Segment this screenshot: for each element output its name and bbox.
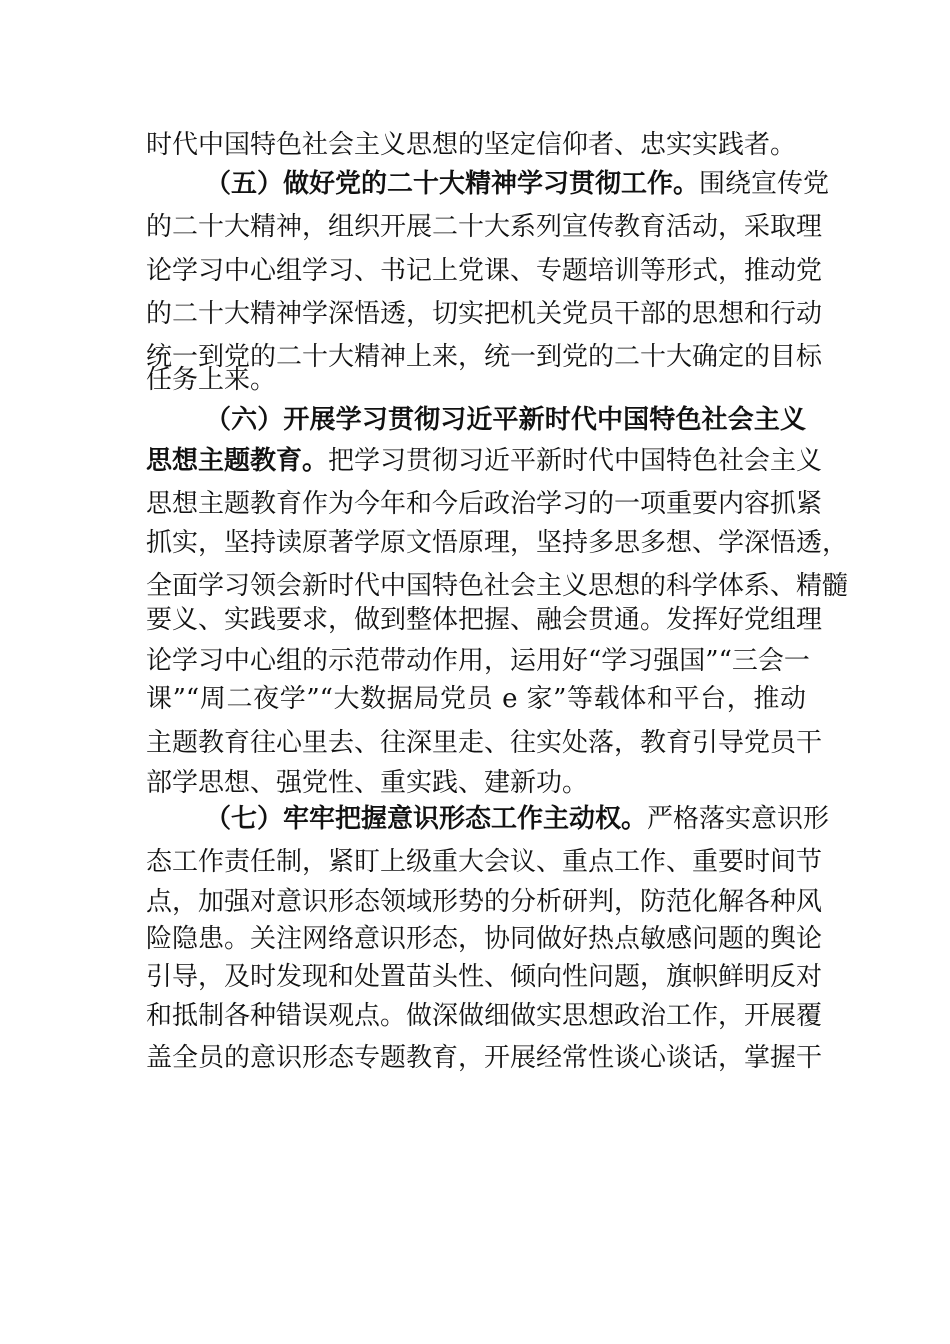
text-line: 论学习中心组学习、书记上党课、专题培训等形式，推动党 — [146, 256, 823, 286]
text-line: 主题教育往心里去、往深里走、往实处落，教育引导党员干 — [146, 728, 823, 758]
text-line: 要义、实践要求，做到整体把握、融会贯通。发挥好党组理 — [146, 605, 823, 635]
text-line: 和抵制各种错误观点。做深做细做实思想政治工作，开展覆 — [146, 1001, 823, 1031]
section-heading-line: （五）做好党的二十大精神学习贯彻工作。围绕宣传党 — [205, 169, 830, 199]
section-heading-line: （七）牢牢把握意识形态工作主动权。严格落实意识形 — [205, 804, 830, 834]
text-line: 的二十大精神，组织开展二十大系列宣传教育活动，采取理 — [146, 212, 823, 242]
text-line: 险隐患。关注网络意识形态，协同做好热点敏感问题的舆论 — [146, 924, 823, 954]
text-line: 的二十大精神学深悟透，切实把机关党员干部的思想和行动 — [146, 299, 823, 329]
text-line: 态工作责任制，紧盯上级重大会议、重点工作、重要时间节 — [146, 847, 823, 877]
section-heading-line — [205, 402, 806, 438]
text-line: 论学习中心组的示范带动作用，运用好“学习强国”“三会一 — [146, 646, 810, 676]
section-heading: （七）牢牢把握意识形态工作主动权。 — [205, 804, 648, 834]
section-heading: （五）做好党的二十大精神学习贯彻工作。 — [205, 169, 700, 199]
text-line: 部学思想、强党性、重实践、建新功。 — [146, 768, 589, 798]
section-heading: 思想主题教育。 — [146, 446, 329, 476]
text-line: 引导，及时发现和处置苗头性、倾向性问题，旗帜鲜明反对 — [146, 962, 823, 992]
text-line: 盖全员的意识形态专题教育，开展经常性谈心谈话，掌握干 — [146, 1043, 823, 1073]
text-line: 统一到党的二十大精神上来，统一到党的二十大确定的目标 — [146, 342, 823, 372]
section-heading: （六）开展学习贯彻习近平新时代中国特色社会主义 — [205, 405, 806, 435]
text-line: 思想主题教育作为今年和今后政治学习的一项重要内容抓紧 — [146, 489, 823, 519]
section-heading-line: 思想主题教育。把学习贯彻习近平新时代中国特色社会主义 — [146, 446, 823, 476]
text-line: 时代中国特色社会主义思想的坚定信仰者、忠实实践者。 — [146, 130, 797, 160]
text-line: 点，加强对意识形态领域形势的分析研判，防范化解各种风 — [146, 887, 823, 917]
text-line: 课”“周二夜学”“大数据局党员 e 家”等载体和平台，推动 — [146, 684, 806, 714]
text-line: 抓实，坚持读原著学原文悟原理，坚持多思多想、学深悟透， — [146, 528, 849, 558]
text-line: 任务上来。 — [146, 365, 277, 395]
text-line: 全面学习领会新时代中国特色社会主义思想的科学体系、精髓 — [146, 571, 849, 601]
